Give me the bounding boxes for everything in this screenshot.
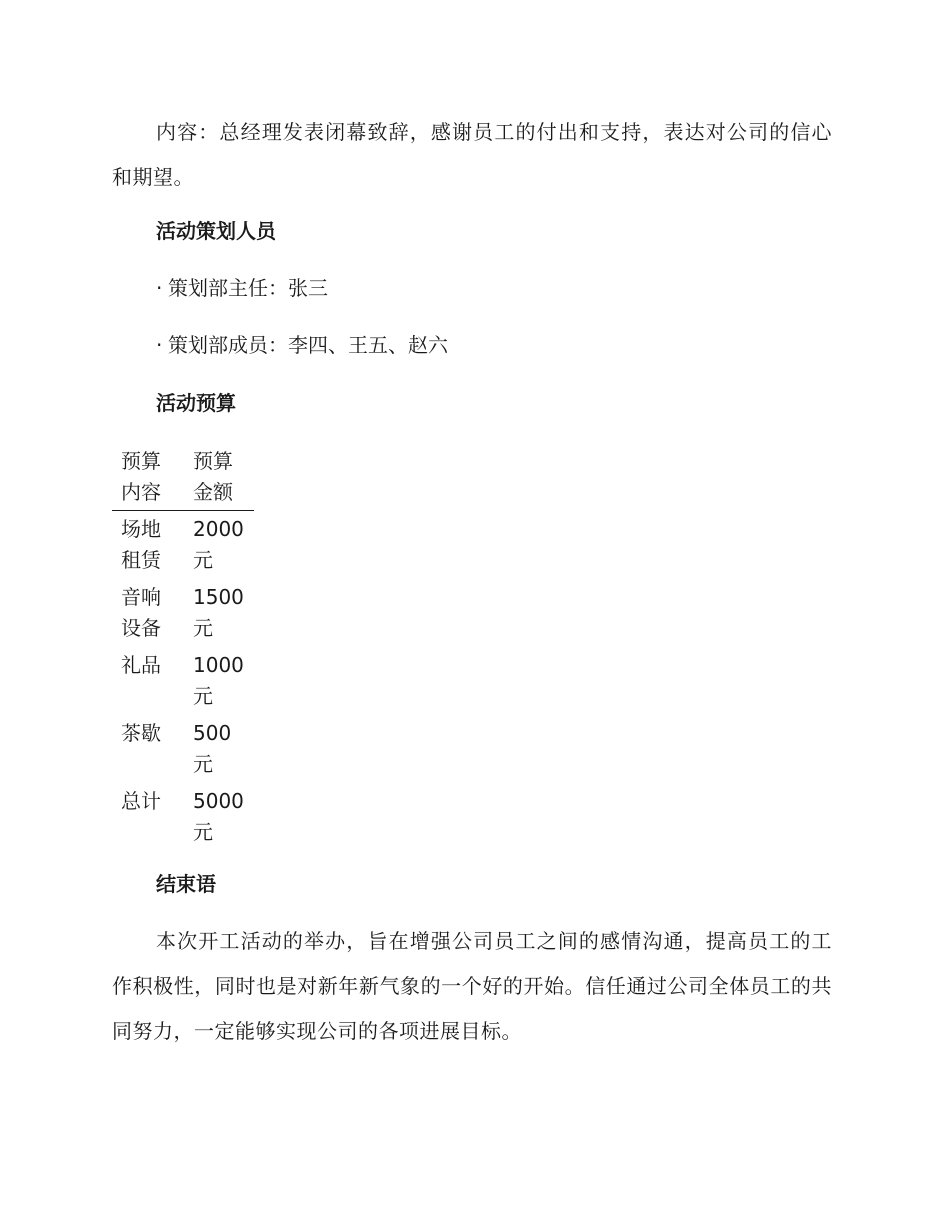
bullet-icon: ·: [156, 276, 163, 300]
header-amount: [187, 446, 254, 511]
document-page: [112, 110, 832, 1054]
table-row: [112, 783, 254, 851]
staff-item-text: 策划部成员：李四、王五、赵六: [168, 333, 448, 357]
budget-amount-cell: [187, 647, 254, 715]
budget-item-line: 总计: [121, 789, 161, 813]
budget-item-line: 礼品: [121, 653, 161, 677]
budget-item-line: 场地: [121, 517, 161, 541]
table-row: [112, 715, 254, 783]
closing-paragraph: 本次开工活动的举办，旨在增强公司员工之间的感情沟通，提高员工的工作积极性，同时也是对新年新气象的一个好的开始。信任通过公司全体员工的共同努力，一定能够实现公司的各项进展目标。: [112, 929, 832, 1043]
budget-item-cell: [112, 647, 187, 715]
table-row: [112, 511, 254, 580]
budget-amount-line: 500: [193, 721, 232, 745]
budget-item-cell: [112, 715, 187, 783]
table-row: [112, 579, 254, 647]
header-amount-line: 预算: [193, 449, 233, 473]
budget-amount-cell: [187, 579, 254, 647]
staff-heading: 活动策划人员: [156, 219, 276, 243]
bullet-icon: ·: [156, 333, 163, 357]
staff-list-item: [112, 330, 832, 360]
closing-heading: 结束语: [156, 872, 216, 896]
table-row: [112, 647, 254, 715]
header-item-line: 预算: [121, 449, 161, 473]
budget-amount-line: 元: [193, 752, 213, 776]
budget-amount-cell: [187, 511, 254, 580]
budget-item-line: 音响: [121, 585, 161, 609]
budget-amount-line: 1500: [193, 585, 244, 609]
header-amount-line: 金额: [193, 480, 233, 504]
header-item-line: 内容: [121, 480, 161, 504]
budget-amount-cell: [187, 783, 254, 851]
header-item: [112, 446, 187, 511]
staff-list-item: [112, 273, 832, 303]
budget-amount-line: 2000: [193, 517, 244, 541]
budget-amount-line: 元: [193, 616, 213, 640]
intro-paragraph: 内容：总经理发表闭幕致辞，感谢员工的付出和支持，表达对公司的信心和期望。: [112, 120, 832, 189]
budget-item-cell: [112, 783, 187, 851]
staff-item-text: 策划部主任：张三: [168, 276, 328, 300]
budget-item-cell: [112, 579, 187, 647]
budget-amount-line: 1000: [193, 653, 244, 677]
budget-amount-line: 元: [193, 684, 213, 708]
budget-item-line: 设备: [121, 616, 161, 640]
budget-item-line: 茶歇: [121, 721, 161, 745]
budget-amount-line: 元: [193, 548, 213, 572]
budget-amount-line: 元: [193, 820, 213, 844]
budget-table-header-row: [112, 446, 254, 511]
budget-amount-line: 5000: [193, 789, 244, 813]
budget-table: [112, 446, 254, 851]
budget-item-cell: [112, 511, 187, 580]
budget-heading: 活动预算: [156, 391, 236, 415]
budget-item-line: 租赁: [121, 548, 161, 572]
budget-amount-cell: [187, 715, 254, 783]
